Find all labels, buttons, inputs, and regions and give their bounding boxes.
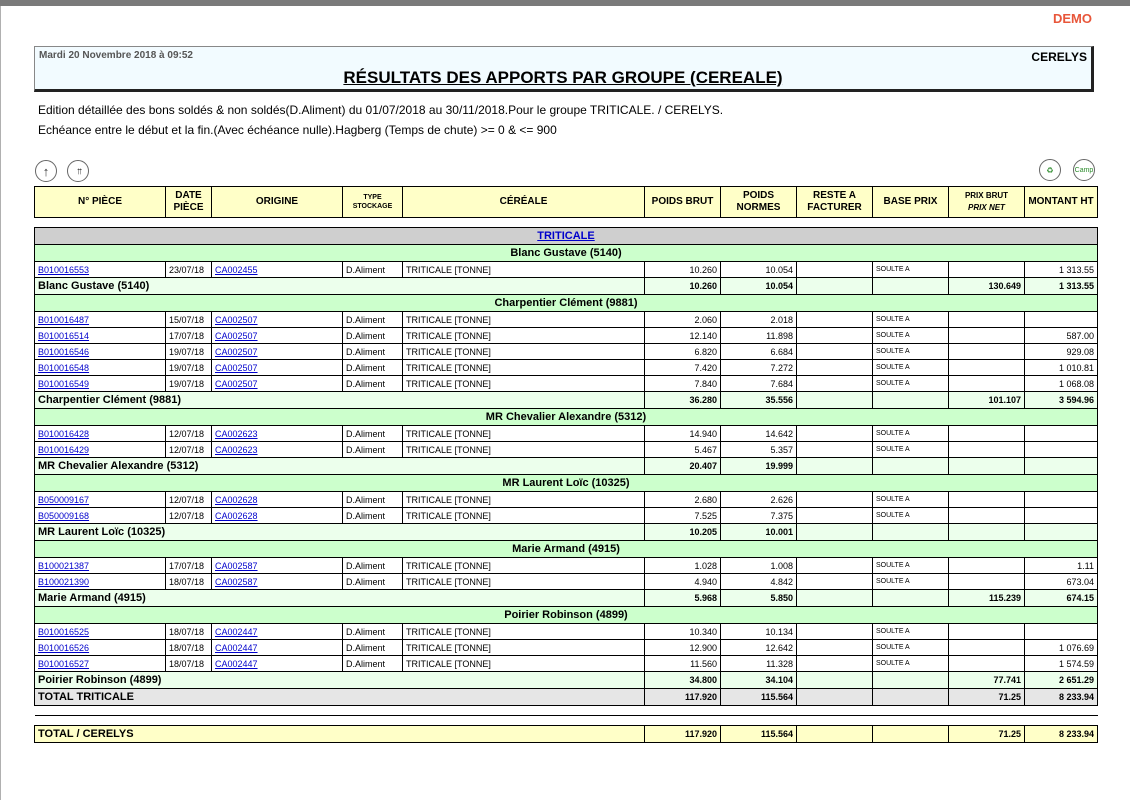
prix-cell [949, 262, 1025, 278]
piece-link[interactable]: B010016487 [35, 312, 166, 328]
report-title: RÉSULTATS DES APPORTS PAR GROUPE (CEREALE) [343, 68, 783, 87]
date-cell: 12/07/18 [166, 492, 212, 508]
poids-brut-cell: 12.140 [645, 328, 721, 344]
poids-normes-cell: 11.328 [721, 656, 797, 672]
poids-normes-cell: 10.134 [721, 624, 797, 640]
type-cell: D.Aliment [343, 640, 403, 656]
total-montant: 2 651.29 [1025, 672, 1098, 689]
montant-cell: 1 076.69 [1025, 640, 1098, 656]
piece-link[interactable]: B010016546 [35, 344, 166, 360]
total-base [873, 689, 949, 706]
cereale-cell: TRITICALE [TONNE] [403, 360, 645, 376]
col-header-piece: N° PIÈCE [35, 187, 166, 218]
cereale-cell: TRITICALE [TONNE] [403, 376, 645, 392]
type-cell: D.Aliment [343, 624, 403, 640]
montant-cell [1025, 312, 1098, 328]
total-label: Marie Armand (4915) [35, 590, 645, 607]
table-row [35, 508, 1098, 524]
montant-cell: 673.04 [1025, 574, 1098, 590]
total-poids-normes: 34.104 [721, 672, 797, 689]
poids-normes-cell: 11.898 [721, 328, 797, 344]
table-row [35, 624, 1098, 640]
double-arrow-up-icon[interactable]: ↑↑ [67, 160, 89, 182]
piece-link[interactable]: B010016526 [35, 640, 166, 656]
type-cell: D.Aliment [343, 656, 403, 672]
col-header-base: BASE PRIX [873, 187, 949, 218]
producer-name: MR Chevalier Alexandre (5312) [35, 409, 1098, 426]
total-poids-brut: 10.260 [645, 278, 721, 295]
base-cell: SOULTE A [873, 442, 949, 458]
prix-cell [949, 426, 1025, 442]
cereale-cell: TRITICALE [TONNE] [403, 442, 645, 458]
date-cell: 12/07/18 [166, 508, 212, 524]
type-cell: D.Aliment [343, 508, 403, 524]
cereale-cell: TRITICALE [TONNE] [403, 656, 645, 672]
reste-cell [797, 624, 873, 640]
reste-cell [797, 426, 873, 442]
poids-normes-cell: 4.842 [721, 574, 797, 590]
cereale-cell: TRITICALE [TONNE] [403, 312, 645, 328]
total-montant [1025, 458, 1098, 475]
producer-total-row [35, 590, 1098, 607]
total-reste [797, 590, 873, 607]
montant-cell: 1 313.55 [1025, 262, 1098, 278]
total-poids-brut: 117.920 [645, 726, 721, 743]
base-cell: SOULTE A [873, 376, 949, 392]
producer-total-row [35, 672, 1098, 689]
base-cell: SOULTE A [873, 312, 949, 328]
date-cell: 18/07/18 [166, 640, 212, 656]
cereale-cell: TRITICALE [TONNE] [403, 574, 645, 590]
poids-brut-cell: 2.060 [645, 312, 721, 328]
poids-normes-cell: 5.357 [721, 442, 797, 458]
poids-normes-cell: 2.018 [721, 312, 797, 328]
total-base [873, 726, 949, 743]
reste-cell [797, 574, 873, 590]
window-top-bar [0, 0, 1130, 6]
total-poids-normes: 5.850 [721, 590, 797, 607]
poids-normes-cell: 2.626 [721, 492, 797, 508]
base-cell: SOULTE A [873, 624, 949, 640]
date-cell: 17/07/18 [166, 328, 212, 344]
total-poids-brut: 117.920 [645, 689, 721, 706]
poids-brut-cell: 2.680 [645, 492, 721, 508]
poids-brut-cell: 10.260 [645, 262, 721, 278]
table-row [35, 344, 1098, 360]
total-prix: 101.107 [949, 392, 1025, 409]
piece-link[interactable]: B050009168 [35, 508, 166, 524]
reste-cell [797, 344, 873, 360]
origine-link[interactable]: CA002447 [212, 640, 343, 656]
table-row [35, 376, 1098, 392]
total-prix: 71.25 [949, 726, 1025, 743]
date-cell: 18/07/18 [166, 624, 212, 640]
total-label: Blanc Gustave (5140) [35, 278, 645, 295]
base-cell: SOULTE A [873, 328, 949, 344]
producer-header-row [35, 409, 1098, 426]
piece-link[interactable]: B050009167 [35, 492, 166, 508]
poids-normes-cell: 12.642 [721, 640, 797, 656]
camp-button[interactable] [1073, 159, 1095, 181]
prix-cell [949, 442, 1025, 458]
cereale-cell: TRITICALE [TONNE] [403, 328, 645, 344]
montant-cell: 1 010.81 [1025, 360, 1098, 376]
type-cell: D.Aliment [343, 376, 403, 392]
poids-normes-cell: 7.375 [721, 508, 797, 524]
poids-normes-cell: 10.054 [721, 262, 797, 278]
origine-link[interactable]: CA002507 [212, 312, 343, 328]
origine-link[interactable]: CA002507 [212, 360, 343, 376]
type-cell: D.Aliment [343, 492, 403, 508]
total-poids-brut: 20.407 [645, 458, 721, 475]
col-header-date: DATE PIÈCE [166, 187, 212, 218]
type-cell: D.Aliment [343, 344, 403, 360]
report-description-line1: Edition détaillée des bons soldés & non soldés(D.Aliment) du 01/07/2018 au 30/11/2018.Pour le groupe TRITICALE. / CERELYS. [38, 103, 724, 117]
table-row [35, 492, 1098, 508]
prix-cell [949, 344, 1025, 360]
piece-link[interactable]: B010016525 [35, 624, 166, 640]
reste-cell [797, 376, 873, 392]
prix-cell [949, 492, 1025, 508]
cereale-cell: TRITICALE [TONNE] [403, 492, 645, 508]
prix-cell [949, 640, 1025, 656]
report-header [34, 46, 1094, 92]
origine-link[interactable]: CA002628 [212, 508, 343, 524]
camp-label: Camp [1074, 166, 1094, 174]
origine-link[interactable]: CA002507 [212, 328, 343, 344]
total-montant: 1 313.55 [1025, 278, 1098, 295]
poids-brut-cell: 11.560 [645, 656, 721, 672]
reste-cell [797, 492, 873, 508]
producer-name: Blanc Gustave (5140) [35, 245, 1098, 262]
reste-cell [797, 558, 873, 574]
total-reste [797, 726, 873, 743]
total-base [873, 524, 949, 541]
table-row [35, 426, 1098, 442]
total-label: Poirier Robinson (4899) [35, 672, 645, 689]
total-label: TOTAL TRITICALE [35, 689, 645, 706]
total-montant: 3 594.96 [1025, 392, 1098, 409]
report-datetime: Mardi 20 Novembre 2018 à 09:52 [39, 50, 193, 61]
prix-cell [949, 328, 1025, 344]
type-cell: D.Aliment [343, 574, 403, 590]
poids-normes-cell: 1.008 [721, 558, 797, 574]
total-prix [949, 524, 1025, 541]
demo-label: DEMO [1053, 11, 1092, 26]
table-row [35, 262, 1098, 278]
table-row [35, 640, 1098, 656]
base-cell: SOULTE A [873, 508, 949, 524]
total-prix: 71.25 [949, 689, 1025, 706]
poids-brut-cell: 12.900 [645, 640, 721, 656]
date-cell: 18/07/18 [166, 574, 212, 590]
date-cell: 12/07/18 [166, 442, 212, 458]
total-base [873, 458, 949, 475]
col-header-montant: MONTANT HT [1025, 187, 1098, 218]
spacer-cell [35, 218, 1098, 228]
producer-header-row [35, 475, 1098, 492]
producer-total-row [35, 278, 1098, 295]
col-header-poids-brut: POIDS BRUT [645, 187, 721, 218]
piece-link[interactable]: B010016527 [35, 656, 166, 672]
origine-link[interactable]: CA002507 [212, 344, 343, 360]
reste-cell [797, 328, 873, 344]
grand-total-row [35, 726, 1098, 743]
total-poids-normes: 115.564 [721, 726, 797, 743]
date-cell: 12/07/18 [166, 426, 212, 442]
producer-header-row [35, 607, 1098, 624]
col-header-reste: RESTE A FACTURER [797, 187, 873, 218]
date-cell: 15/07/18 [166, 312, 212, 328]
cereale-cell: TRITICALE [TONNE] [403, 426, 645, 442]
producer-header-row [35, 541, 1098, 558]
montant-cell: 1 574.59 [1025, 656, 1098, 672]
base-cell: SOULTE A [873, 558, 949, 574]
date-cell: 19/07/18 [166, 360, 212, 376]
reste-cell [797, 442, 873, 458]
table-row [35, 328, 1098, 344]
reste-cell [797, 312, 873, 328]
poids-normes-cell: 14.642 [721, 426, 797, 442]
producer-header-row [35, 245, 1098, 262]
base-cell: SOULTE A [873, 656, 949, 672]
producer-name: MR Laurent Loïc (10325) [35, 475, 1098, 492]
total-reste [797, 689, 873, 706]
col-header-origine: ORIGINE [212, 187, 343, 218]
total-reste [797, 278, 873, 295]
cereale-cell: TRITICALE [TONNE] [403, 508, 645, 524]
spacer-cell [35, 706, 1098, 716]
total-prix: 115.239 [949, 590, 1025, 607]
total-poids-brut: 36.280 [645, 392, 721, 409]
montant-cell [1025, 508, 1098, 524]
total-label: TOTAL / CERELYS [35, 726, 645, 743]
report-description-line2: Echéance entre le début et la fin.(Avec échéance nulle).Hagberg (Temps de chute) >= 0 & <= 900 [38, 123, 557, 137]
poids-brut-cell: 7.840 [645, 376, 721, 392]
spacer-row [35, 218, 1098, 228]
total-prix: 130.649 [949, 278, 1025, 295]
col-header-prix-net: PRIX NET [968, 203, 1005, 212]
producer-name: Poirier Robinson (4899) [35, 607, 1098, 624]
total-reste [797, 672, 873, 689]
origine-link[interactable]: CA002628 [212, 492, 343, 508]
total-base [873, 590, 949, 607]
origine-link[interactable]: CA002455 [212, 262, 343, 278]
prix-cell [949, 574, 1025, 590]
total-base [873, 392, 949, 409]
total-poids-normes: 10.001 [721, 524, 797, 541]
poids-brut-cell: 7.525 [645, 508, 721, 524]
base-cell: SOULTE A [873, 492, 949, 508]
base-cell: SOULTE A [873, 640, 949, 656]
origine-link[interactable]: CA002587 [212, 574, 343, 590]
poids-normes-cell: 6.684 [721, 344, 797, 360]
total-prix: 77.741 [949, 672, 1025, 689]
total-montant: 8 233.94 [1025, 689, 1098, 706]
prix-cell [949, 312, 1025, 328]
date-cell: 19/07/18 [166, 344, 212, 360]
base-cell: SOULTE A [873, 426, 949, 442]
total-prix [949, 458, 1025, 475]
cereale-cell: TRITICALE [TONNE] [403, 262, 645, 278]
type-cell: D.Aliment [343, 328, 403, 344]
origine-link[interactable]: CA002623 [212, 442, 343, 458]
origine-link[interactable]: CA002447 [212, 656, 343, 672]
poids-brut-cell: 10.340 [645, 624, 721, 640]
col-header-prix-brut: PRIX BRUT [964, 191, 1009, 200]
date-cell: 18/07/18 [166, 656, 212, 672]
origine-link[interactable]: CA002447 [212, 624, 343, 640]
montant-cell: 929.08 [1025, 344, 1098, 360]
results-table [34, 186, 1098, 743]
piece-link[interactable]: B100021387 [35, 558, 166, 574]
origine-link[interactable]: CA002507 [212, 376, 343, 392]
date-cell: 19/07/18 [166, 376, 212, 392]
total-poids-normes: 10.054 [721, 278, 797, 295]
total-reste [797, 392, 873, 409]
spacer-cell [35, 716, 1098, 726]
piece-link[interactable]: B010016548 [35, 360, 166, 376]
total-montant: 674.15 [1025, 590, 1098, 607]
reste-cell [797, 262, 873, 278]
producer-total-row [35, 392, 1098, 409]
prix-cell [949, 508, 1025, 524]
piece-link[interactable]: B010016553 [35, 262, 166, 278]
cereale-cell: TRITICALE [TONNE] [403, 640, 645, 656]
montant-cell: 1.11 [1025, 558, 1098, 574]
piece-link[interactable]: B010016429 [35, 442, 166, 458]
poids-brut-cell: 7.420 [645, 360, 721, 376]
montant-cell: 1 068.08 [1025, 376, 1098, 392]
table-row [35, 360, 1098, 376]
montant-cell [1025, 624, 1098, 640]
total-base [873, 278, 949, 295]
table-header-row [35, 187, 1098, 218]
col-header-poids-normes: POIDS NORMES [721, 187, 797, 218]
producer-total-row [35, 524, 1098, 541]
prix-cell [949, 558, 1025, 574]
prix-cell [949, 376, 1025, 392]
col-header-cereale: CÉRÉALE [403, 187, 645, 218]
base-cell: SOULTE A [873, 574, 949, 590]
arrow-up-icon[interactable]: ↑ [35, 160, 57, 182]
total-montant [1025, 524, 1098, 541]
base-cell: SOULTE A [873, 360, 949, 376]
base-cell: SOULTE A [873, 262, 949, 278]
poids-brut-cell: 4.940 [645, 574, 721, 590]
total-poids-normes: 19.999 [721, 458, 797, 475]
total-montant: 8 233.94 [1025, 726, 1098, 743]
producer-total-row [35, 458, 1098, 475]
type-cell: D.Aliment [343, 312, 403, 328]
type-cell: D.Aliment [343, 262, 403, 278]
montant-cell: 587.00 [1025, 328, 1098, 344]
date-cell: 23/07/18 [166, 262, 212, 278]
origine-link[interactable]: CA002623 [212, 426, 343, 442]
reste-cell [797, 640, 873, 656]
table-row [35, 574, 1098, 590]
piece-link[interactable]: B010016549 [35, 376, 166, 392]
montant-cell [1025, 442, 1098, 458]
group-cell [35, 228, 1098, 245]
spacer-row [35, 716, 1098, 726]
producer-name: Marie Armand (4915) [35, 541, 1098, 558]
producer-name: Charpentier Clément (9881) [35, 295, 1098, 312]
total-poids-normes: 115.564 [721, 689, 797, 706]
window-left-edge [0, 6, 1, 800]
montant-cell [1025, 426, 1098, 442]
prix-cell [949, 360, 1025, 376]
date-cell: 17/07/18 [166, 558, 212, 574]
reste-cell [797, 508, 873, 524]
total-reste [797, 524, 873, 541]
spacer-row [35, 706, 1098, 716]
col-header-type: TYPE STOCKAGE [343, 187, 403, 218]
type-cell: D.Aliment [343, 558, 403, 574]
company-name: CERELYS [1031, 50, 1087, 64]
poids-brut-cell: 5.467 [645, 442, 721, 458]
table-body [35, 218, 1098, 743]
group-link[interactable]: TRITICALE [537, 230, 595, 242]
montant-cell [1025, 492, 1098, 508]
prix-cell [949, 624, 1025, 640]
total-label: MR Laurent Loïc (10325) [35, 524, 645, 541]
total-label: Charpentier Clément (9881) [35, 392, 645, 409]
group-total-row [35, 689, 1098, 706]
recycle-icon[interactable]: ♻ [1039, 159, 1061, 181]
total-poids-brut: 34.800 [645, 672, 721, 689]
type-cell: D.Aliment [343, 426, 403, 442]
table-row [35, 656, 1098, 672]
cereale-cell: TRITICALE [TONNE] [403, 624, 645, 640]
type-cell: D.Aliment [343, 360, 403, 376]
poids-normes-cell: 7.272 [721, 360, 797, 376]
total-poids-brut: 5.968 [645, 590, 721, 607]
total-label: MR Chevalier Alexandre (5312) [35, 458, 645, 475]
table-row [35, 442, 1098, 458]
piece-link[interactable]: B010016428 [35, 426, 166, 442]
poids-normes-cell: 7.684 [721, 376, 797, 392]
reste-cell [797, 360, 873, 376]
poids-brut-cell: 14.940 [645, 426, 721, 442]
table-row [35, 312, 1098, 328]
total-poids-normes: 35.556 [721, 392, 797, 409]
total-base [873, 672, 949, 689]
poids-brut-cell: 6.820 [645, 344, 721, 360]
piece-link[interactable]: B010016514 [35, 328, 166, 344]
total-poids-brut: 10.205 [645, 524, 721, 541]
reste-cell [797, 656, 873, 672]
origine-link[interactable]: CA002587 [212, 558, 343, 574]
type-cell: D.Aliment [343, 442, 403, 458]
poids-brut-cell: 1.028 [645, 558, 721, 574]
col-header-prix [949, 187, 1025, 218]
group-row [35, 228, 1098, 245]
prix-cell [949, 656, 1025, 672]
producer-header-row [35, 295, 1098, 312]
base-cell: SOULTE A [873, 344, 949, 360]
piece-link[interactable]: B100021390 [35, 574, 166, 590]
table-row [35, 558, 1098, 574]
cereale-cell: TRITICALE [TONNE] [403, 558, 645, 574]
total-reste [797, 458, 873, 475]
cereale-cell: TRITICALE [TONNE] [403, 344, 645, 360]
